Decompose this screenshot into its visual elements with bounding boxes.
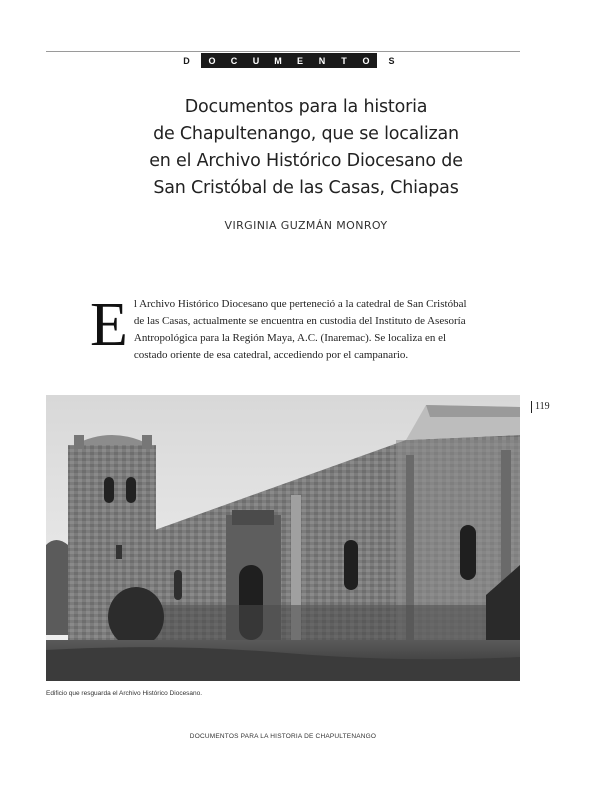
section-letter: O [355, 53, 377, 68]
intro-paragraph [90, 291, 478, 364]
author-name: VIRGINIA GUZMÁN MONROY [224, 219, 388, 232]
header-rule [46, 51, 520, 52]
section-label [178, 53, 404, 68]
section-letter: D [183, 55, 190, 66]
photo-caption: Edificio que resguarda el Archivo Histórico Diocesano. [46, 690, 203, 697]
section-letter: U [245, 53, 267, 68]
running-footer: DOCUMENTOS PARA LA HISTORIA DE CHAPULTENANGO [189, 733, 377, 740]
drop-cap: E [90, 291, 128, 359]
section-letter: E [289, 53, 311, 68]
section-letter: C [223, 53, 245, 68]
section-letter: O [201, 53, 223, 68]
title-line: Documentos para la historia [184, 97, 428, 117]
section-letter: T [333, 53, 355, 68]
section-letter: N [311, 53, 333, 68]
cathedral-photo [46, 395, 520, 681]
section-letter: M [267, 53, 289, 68]
article-title [100, 94, 512, 202]
title-line: de Chapultenango, que se localizan [153, 124, 459, 144]
title-line: San Cristóbal de las Casas, Chiapas [153, 178, 459, 198]
section-letter: S [388, 55, 395, 66]
intro-text: l Archivo Histórico Diocesano que perteneció a la catedral de San Cristóbal de las Casas, actualmente se encuentra en custodia del Instituto de Asesoría Antropológica para la Región Maya, A.C. (Inaremac). Se localiza en el costado oriente de esa catedral, accediendo por el campanario. [133, 298, 467, 361]
title-line: en el Archivo Histórico Diocesano de [149, 151, 463, 171]
page-number: 119 [531, 401, 550, 413]
